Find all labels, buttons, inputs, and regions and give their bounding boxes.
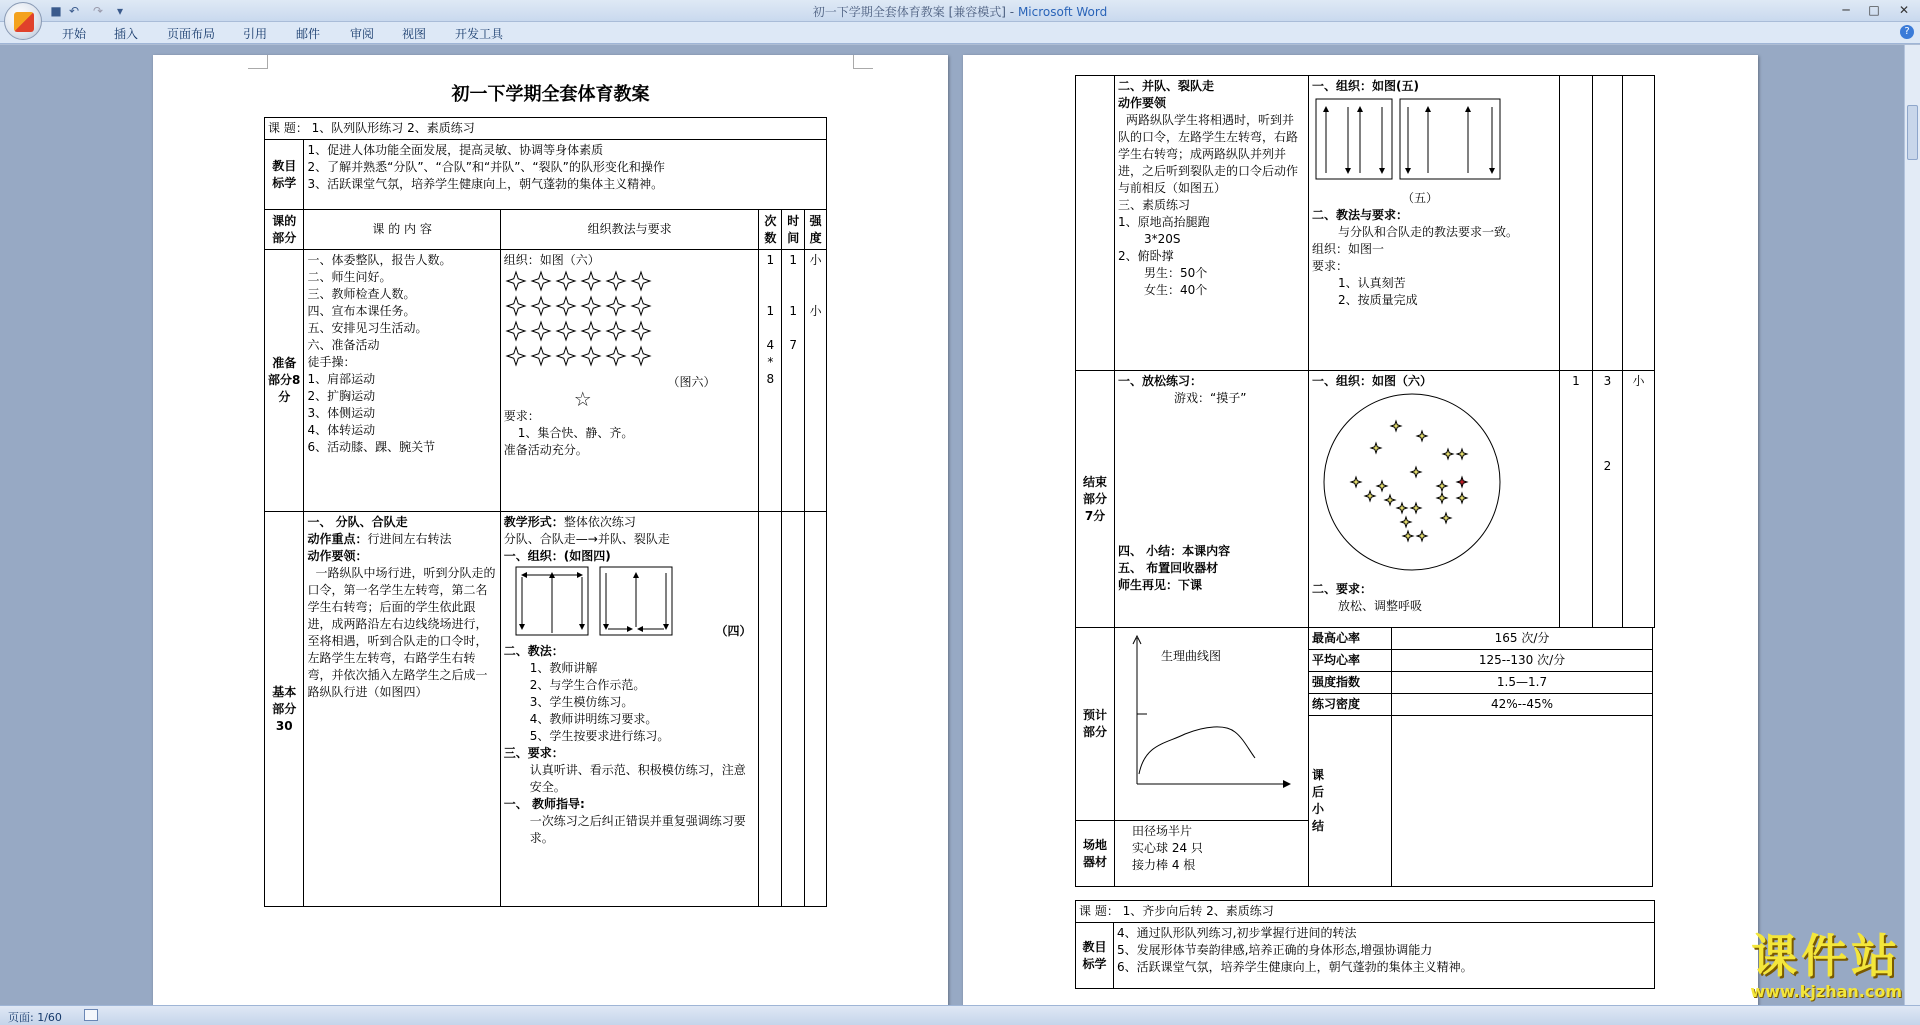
document-name: 初一下学期全套体育教案 [兼容模式] bbox=[812, 5, 1006, 19]
circle-formation-figure bbox=[1312, 390, 1512, 576]
student-marker-icon bbox=[532, 272, 550, 290]
page-2 bbox=[963, 55, 1758, 1005]
student-marker-icon bbox=[582, 322, 600, 340]
end-req-text: 放松、调整呼吸 bbox=[1338, 599, 1423, 613]
student-marker-icon bbox=[632, 322, 650, 340]
practice-density-label: 练习密度 bbox=[1309, 694, 1392, 716]
student-marker-icon bbox=[507, 272, 525, 290]
venue-items bbox=[1115, 821, 1309, 887]
summary-cell bbox=[1392, 716, 1653, 887]
ribbon-tabs bbox=[0, 22, 1920, 44]
student-marker-icon bbox=[607, 347, 625, 365]
topic-row bbox=[265, 118, 827, 140]
cont-heading: 二、并队、裂队走 bbox=[1118, 79, 1215, 93]
vertical-scrollbar[interactable] bbox=[1904, 45, 1920, 1005]
student-marker-icon bbox=[557, 322, 575, 340]
student-marker-icon bbox=[532, 297, 550, 315]
method-item: 1、教师讲解 bbox=[529, 661, 598, 675]
document-workspace bbox=[0, 45, 1904, 1005]
figure-four-caption: （四） bbox=[715, 624, 752, 638]
save-icon[interactable]: ■ bbox=[50, 4, 62, 18]
basic-method bbox=[500, 512, 759, 907]
student-marker-icon bbox=[582, 272, 600, 290]
prep-item: 3、体侧运动 bbox=[307, 406, 376, 420]
practice-density-value: 42%--45% bbox=[1392, 694, 1653, 716]
req-text: 认真听讲、看示范、积极模仿练习，注意安全。 bbox=[529, 763, 746, 794]
req-heading: 三、要求： bbox=[503, 746, 564, 760]
header-method: 组织教法与要求 bbox=[500, 210, 759, 250]
student-marker-icon bbox=[1377, 481, 1387, 491]
cont-content bbox=[1115, 76, 1309, 371]
cont-method bbox=[1309, 76, 1560, 371]
cont-req-item: 1、认真刻苦 bbox=[1338, 276, 1406, 290]
method-item: 5、学生按要求进行练习。 bbox=[529, 729, 670, 743]
customize-qat-icon[interactable]: ▾ bbox=[116, 4, 124, 18]
figure-four bbox=[504, 565, 756, 643]
venue-item: 田径场半片 bbox=[1132, 824, 1193, 838]
close-button[interactable]: ✕ bbox=[1898, 3, 1910, 17]
relax-heading: 一、放松练习： bbox=[1118, 374, 1203, 388]
formation-figure-six bbox=[504, 269, 654, 369]
goals-cell bbox=[304, 140, 827, 210]
exercise-detail: 3*20S bbox=[1144, 232, 1181, 246]
lesson-2-topic-row bbox=[1076, 901, 1655, 923]
student-marker-icon bbox=[1401, 517, 1411, 527]
end-method bbox=[1309, 371, 1560, 628]
prep-item: 二、师生问好。 bbox=[307, 270, 392, 284]
prep-item: 2、扩胸运动 bbox=[307, 389, 376, 403]
office-button[interactable] bbox=[4, 2, 42, 40]
student-marker-icon bbox=[1457, 449, 1467, 459]
prediction-label: 预计部分 bbox=[1076, 628, 1115, 821]
student-marker-icon bbox=[1437, 481, 1447, 491]
student-marker-icon bbox=[1457, 493, 1467, 503]
summary-item: 四、 小结：本课内容 bbox=[1118, 544, 1231, 558]
method-item: 3、学生模仿练习。 bbox=[529, 695, 634, 709]
crop-mark bbox=[853, 55, 873, 69]
flow-text: 分队、合队走—→并队、裂队走 bbox=[503, 532, 670, 546]
page-indicator[interactable]: 页面: 1/60 bbox=[8, 1011, 62, 1024]
student-marker-icon bbox=[1397, 503, 1407, 513]
method-item: 4、教师讲明练习要求。 bbox=[529, 712, 658, 726]
prep-method bbox=[500, 250, 759, 512]
watermark-logo bbox=[1750, 930, 1902, 1001]
goal-item: 6、活跃课堂气氛，培养学生健康向上，朝气蓬勃的集体主义精神。 bbox=[1117, 960, 1473, 974]
intensity-index-value: 1.5—1.7 bbox=[1392, 672, 1653, 694]
student-marker-icon bbox=[1417, 531, 1427, 541]
student-marker-icon bbox=[1391, 421, 1401, 431]
tab-home[interactable]: 开始 bbox=[62, 27, 87, 41]
game-text: 游戏：“摸子” bbox=[1174, 391, 1247, 405]
student-marker-icon bbox=[607, 322, 625, 340]
formation-figure-five bbox=[1312, 95, 1512, 185]
student-marker-icon bbox=[1371, 443, 1381, 453]
page-heading: 初一下学期全套体育教案 bbox=[451, 84, 650, 105]
end-intensity: 小 bbox=[1623, 371, 1655, 628]
goal-item: 4、通过队形队列练习,初步掌握行进间的转法 bbox=[1117, 926, 1357, 940]
exercise-item: 1、原地高抬腿跑 bbox=[1118, 215, 1210, 229]
student-marker-icon bbox=[1411, 467, 1421, 477]
focus-text: 行进间左右转法 bbox=[367, 532, 452, 546]
prep-org: 组织：如图（六） bbox=[503, 253, 600, 267]
undo-icon[interactable]: ↶ bbox=[68, 4, 80, 18]
guide-text: 一次练习之后纠正错误并重复强调练习要求。 bbox=[529, 814, 746, 845]
student-marker-icon bbox=[557, 347, 575, 365]
cont-org: 一、组织：如图(五) bbox=[1312, 79, 1419, 93]
tab-mailings[interactable]: 邮件 bbox=[296, 27, 321, 41]
help-icon[interactable]: ? bbox=[1900, 25, 1914, 39]
equipment-item: 五、 布置回收器材 bbox=[1118, 561, 1219, 575]
prep-intensity: 小 小 bbox=[805, 250, 827, 512]
student-marker-icon bbox=[1443, 449, 1453, 459]
prep-item: 6、活动膝、踝、腕关节 bbox=[307, 440, 436, 454]
tab-developer[interactable]: 开发工具 bbox=[455, 27, 504, 41]
form-label: 教学形式： bbox=[503, 515, 564, 529]
end-content bbox=[1115, 371, 1309, 628]
basic-heading: 一、 分队、合队走 bbox=[307, 515, 408, 529]
key-label: 动作要领： bbox=[307, 549, 368, 563]
prep-part-label: 准备部分8分 bbox=[265, 250, 304, 512]
avg-heart-rate-label: 平均心率 bbox=[1309, 650, 1392, 672]
summary-label: 课后小结 bbox=[1309, 716, 1392, 887]
basic-content bbox=[304, 512, 500, 907]
tab-references[interactable]: 引用 bbox=[243, 27, 268, 41]
venue-label: 场地器材 bbox=[1076, 821, 1115, 887]
goal-item: 5、发展形体节奏韵律感,培养正确的身体形态,增强协调能力 bbox=[1117, 943, 1433, 957]
office-logo-icon bbox=[14, 12, 34, 32]
header-time: 时间 bbox=[782, 210, 805, 250]
goodbye-item: 师生再见：下课 bbox=[1118, 578, 1203, 592]
window-title: 初一下学期全套体育教案 [兼容模式] - Microsoft Word bbox=[812, 5, 1108, 19]
goal-item: 2、了解并熟悉“分队”、“合队”和“并队”、“裂队”的队形变化和操作 bbox=[307, 160, 665, 174]
prep-time: 1 1 7 bbox=[782, 250, 805, 512]
student-marker-icon bbox=[607, 297, 625, 315]
student-marker-icon bbox=[557, 297, 575, 315]
student-marker-icon bbox=[1385, 495, 1395, 505]
lesson-plan-table-continued bbox=[1075, 75, 1655, 628]
student-marker-icon bbox=[1351, 477, 1361, 487]
tab-page-layout[interactable]: 页面布局 bbox=[167, 27, 216, 41]
tab-insert[interactable]: 插入 bbox=[114, 27, 139, 41]
student-marker-icon bbox=[1365, 491, 1375, 501]
figure-five-caption: （五） bbox=[1402, 191, 1439, 205]
prep-content bbox=[304, 250, 500, 512]
prep-item: 4、体转运动 bbox=[307, 423, 376, 437]
student-marker-icon bbox=[582, 347, 600, 365]
method-heading: 二、教法： bbox=[503, 644, 564, 658]
prep-item: 徒手操： bbox=[307, 355, 356, 369]
figure-six-caption: （图六） bbox=[667, 375, 716, 389]
basic-org: 一、组织：(如图四) bbox=[503, 549, 611, 563]
max-heart-rate-value: 165 次/分 bbox=[1392, 628, 1653, 650]
cont-key-label: 动作要领 bbox=[1118, 96, 1167, 110]
end-times: 1 bbox=[1560, 371, 1593, 628]
prep-item: 五、安排见习生活动。 bbox=[307, 321, 428, 335]
student-marker-icon bbox=[507, 297, 525, 315]
page-1 bbox=[153, 55, 948, 1005]
lesson-2-table bbox=[1075, 900, 1655, 989]
student-marker-icon bbox=[532, 322, 550, 340]
student-marker-icon bbox=[1417, 431, 1427, 441]
student-marker-icon bbox=[1411, 503, 1421, 513]
scroll-thumb[interactable] bbox=[1907, 105, 1918, 160]
student-marker-icon bbox=[582, 297, 600, 315]
cont-method-text: 与分队和合队走的教法要求一致。 bbox=[1338, 225, 1519, 239]
max-heart-rate-label: 最高心率 bbox=[1309, 628, 1392, 650]
lesson-plan-table bbox=[264, 117, 827, 907]
student-marker-icon bbox=[1441, 513, 1451, 523]
prep-item: 四、宣布本课任务。 bbox=[307, 304, 416, 318]
lesson-2-goals bbox=[1114, 923, 1655, 989]
title-bar bbox=[0, 0, 1920, 22]
physiology-curve-chart bbox=[1125, 634, 1295, 794]
crop-mark bbox=[248, 55, 268, 69]
student-marker-icon bbox=[1457, 477, 1467, 487]
topic-text: 1、队列队形练习 2、素质练习 bbox=[311, 121, 475, 135]
watermark-url: www.kjzhan.com bbox=[1750, 982, 1902, 1001]
minimize-button[interactable]: ─ bbox=[1842, 3, 1850, 17]
prediction-table bbox=[1075, 627, 1653, 887]
redo-icon[interactable]: ↷ bbox=[92, 4, 104, 18]
header-times: 次数 bbox=[759, 210, 782, 250]
student-marker-icon bbox=[1403, 531, 1413, 541]
basic-part-label: 基本部分30 bbox=[265, 512, 304, 907]
tab-review[interactable]: 审阅 bbox=[350, 27, 375, 41]
proofing-icon[interactable] bbox=[84, 1009, 98, 1021]
goal-label: 教目标学 bbox=[265, 140, 304, 210]
app-name: Microsoft Word bbox=[1017, 5, 1108, 19]
prep-req-label: 要求： bbox=[503, 409, 540, 423]
student-marker-icon bbox=[632, 347, 650, 365]
cont-req-label: 要求： bbox=[1312, 259, 1349, 273]
formation-figure-four bbox=[514, 565, 704, 639]
exercise-detail: 女生：40个 bbox=[1144, 283, 1208, 297]
avg-heart-rate-value: 125--130 次/分 bbox=[1392, 650, 1653, 672]
end-part-label: 结束部分7分 bbox=[1076, 371, 1115, 628]
goal-item: 3、活跃课堂气氛，培养学生健康向上，朝气蓬勃的集体主义精神。 bbox=[307, 177, 664, 191]
venue-item: 实心球 24 只 bbox=[1132, 841, 1203, 855]
exercise-item: 2、俯卧撑 bbox=[1118, 249, 1174, 263]
prep-item: 一、体委整队，报告人数。 bbox=[307, 253, 452, 267]
maximize-button[interactable]: □ bbox=[1868, 3, 1880, 17]
student-marker-icon bbox=[1437, 493, 1447, 503]
cont-method-heading: 二、教法与要求： bbox=[1312, 208, 1409, 222]
intensity-index-label: 强度指数 bbox=[1309, 672, 1392, 694]
student-marker-icon bbox=[507, 347, 525, 365]
lesson-2-goal-label: 教目标学 bbox=[1076, 923, 1114, 989]
tab-view[interactable]: 视图 bbox=[402, 27, 427, 41]
student-marker-icon bbox=[632, 297, 650, 315]
status-bar bbox=[0, 1005, 1920, 1025]
prep-req: 1、集合快、静、齐。 bbox=[517, 426, 634, 440]
header-part: 课的部分 bbox=[265, 210, 304, 250]
topic-text: 1、齐步向后转 2、素质练习 bbox=[1122, 904, 1274, 918]
end-time: 3 2 bbox=[1593, 371, 1623, 628]
student-marker-icon bbox=[607, 272, 625, 290]
prep-req-2: 准备活动充分。 bbox=[503, 443, 588, 457]
header-intensity: 强度 bbox=[805, 210, 827, 250]
topic-label: 课 题： bbox=[1079, 904, 1119, 918]
teacher-star-icon: ☆ bbox=[573, 387, 592, 411]
end-org: 一、组织：如图（六） bbox=[1312, 374, 1433, 388]
prep-item: 三、教师检查人数。 bbox=[307, 287, 416, 301]
watermark-text: 课件站 bbox=[1751, 929, 1902, 983]
fitness-heading: 三、素质练习 bbox=[1118, 198, 1191, 212]
prep-item: 六、准备活动 bbox=[307, 338, 380, 352]
header-content: 课 的 内 容 bbox=[304, 210, 500, 250]
student-marker-icon bbox=[557, 272, 575, 290]
cont-org-2: 组织：如图一 bbox=[1312, 242, 1385, 256]
focus-label: 动作重点： bbox=[307, 532, 368, 546]
form-text: 整体依次练习 bbox=[563, 515, 636, 529]
goal-item: 1、促进人体功能全面发展，提高灵敏、协调等身体素质 bbox=[307, 143, 604, 157]
curve-cell bbox=[1115, 628, 1309, 821]
venue-item: 接力棒 4 根 bbox=[1132, 858, 1196, 872]
prep-times: 1 1 4 * 8 bbox=[759, 250, 782, 512]
key-text: 一路纵队中场行进，听到分队走的口令，第一名学生左转弯，第二名学生右转弯；后面的学生依此跟进，成两路沿左右边线绕场进行，至将相遇，听到合队走的口令时，左路学生左转弯，右路学生右转弯，并依次插入左路学生之后成一路纵队行进（如图四） bbox=[307, 566, 496, 699]
student-marker-icon bbox=[532, 347, 550, 365]
student-marker-icon bbox=[507, 322, 525, 340]
topic-label: 课 题： bbox=[268, 121, 308, 135]
curve-title: 生理曲线图 bbox=[1161, 649, 1222, 663]
prep-item: 1、肩部运动 bbox=[307, 372, 376, 386]
cont-key-text: 两路纵队学生将相遇时，听到并队的口令，左路学生左转弯，右路学生右转弯；成两路纵队并列并进，之后听到裂队走的口令后动作与前相反（如图五） bbox=[1118, 113, 1299, 195]
guide-heading: 一、 教师指导: bbox=[503, 797, 585, 811]
exercise-detail: 男生：50个 bbox=[1144, 266, 1208, 280]
cont-req-item: 2、按质量完成 bbox=[1338, 293, 1418, 307]
method-item: 2、与学生合作示范。 bbox=[529, 678, 646, 692]
student-marker-icon bbox=[632, 272, 650, 290]
end-req-heading: 二、要求： bbox=[1312, 582, 1373, 596]
